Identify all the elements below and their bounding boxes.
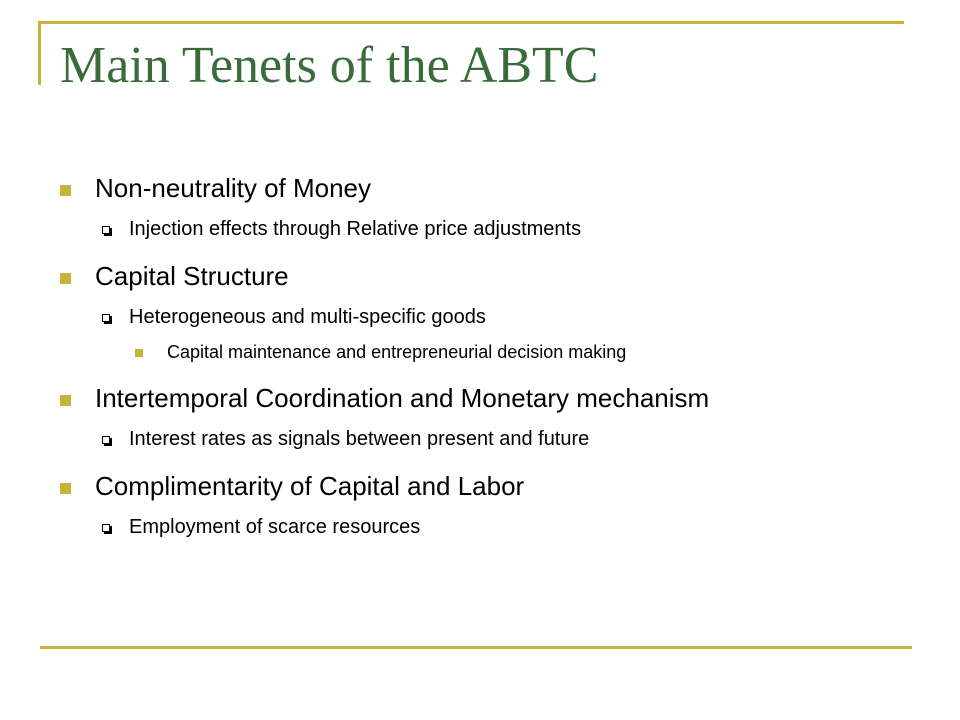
frame-top-line bbox=[38, 21, 904, 24]
square-bullet-icon bbox=[60, 395, 71, 406]
sub-sub-bullet-text: Capital maintenance and entrepreneurial decision making bbox=[167, 342, 627, 362]
bullet-text: Intertemporal Coordination and Monetary mechanism bbox=[95, 383, 710, 413]
square-bullet-icon bbox=[60, 483, 71, 494]
bullet-text: Capital Structure bbox=[95, 261, 289, 291]
frame-left-line bbox=[38, 21, 41, 85]
sub-bullet-interest-rates bbox=[60, 424, 920, 454]
sub-bullet-injection-effects bbox=[60, 214, 920, 244]
frame-bottom-line bbox=[40, 646, 912, 649]
bullet-intertemporal-coordination bbox=[60, 380, 920, 416]
sub-bullet-text: Injection effects through Relative price adjustments bbox=[129, 218, 582, 240]
bullet-list bbox=[60, 170, 920, 542]
hollow-square-bullet-icon bbox=[102, 524, 110, 532]
sub-sub-bullet-capital-maintenance bbox=[60, 338, 920, 366]
hollow-square-bullet-icon bbox=[102, 314, 110, 322]
bullet-text: Complimentarity of Capital and Labor bbox=[95, 471, 525, 501]
bullet-complimentarity bbox=[60, 468, 920, 504]
hollow-square-bullet-icon bbox=[102, 226, 110, 234]
sub-bullet-heterogeneous-goods bbox=[60, 302, 920, 332]
bullet-text: Non-neutrality of Money bbox=[95, 173, 372, 203]
square-bullet-icon bbox=[60, 185, 71, 196]
sub-bullet-text: Heterogeneous and multi-specific goods bbox=[129, 306, 486, 328]
hollow-square-bullet-icon bbox=[102, 436, 110, 444]
bullet-capital-structure bbox=[60, 258, 920, 294]
square-bullet-icon bbox=[60, 273, 71, 284]
slide-title: Main Tenets of the ABTC bbox=[60, 37, 599, 94]
small-square-bullet-icon bbox=[135, 349, 143, 357]
sub-bullet-text: Interest rates as signals between present and future bbox=[129, 428, 590, 450]
sub-bullet-text: Employment of scarce resources bbox=[129, 516, 421, 538]
bullet-non-neutrality bbox=[60, 170, 920, 206]
sub-bullet-employment bbox=[60, 512, 920, 542]
